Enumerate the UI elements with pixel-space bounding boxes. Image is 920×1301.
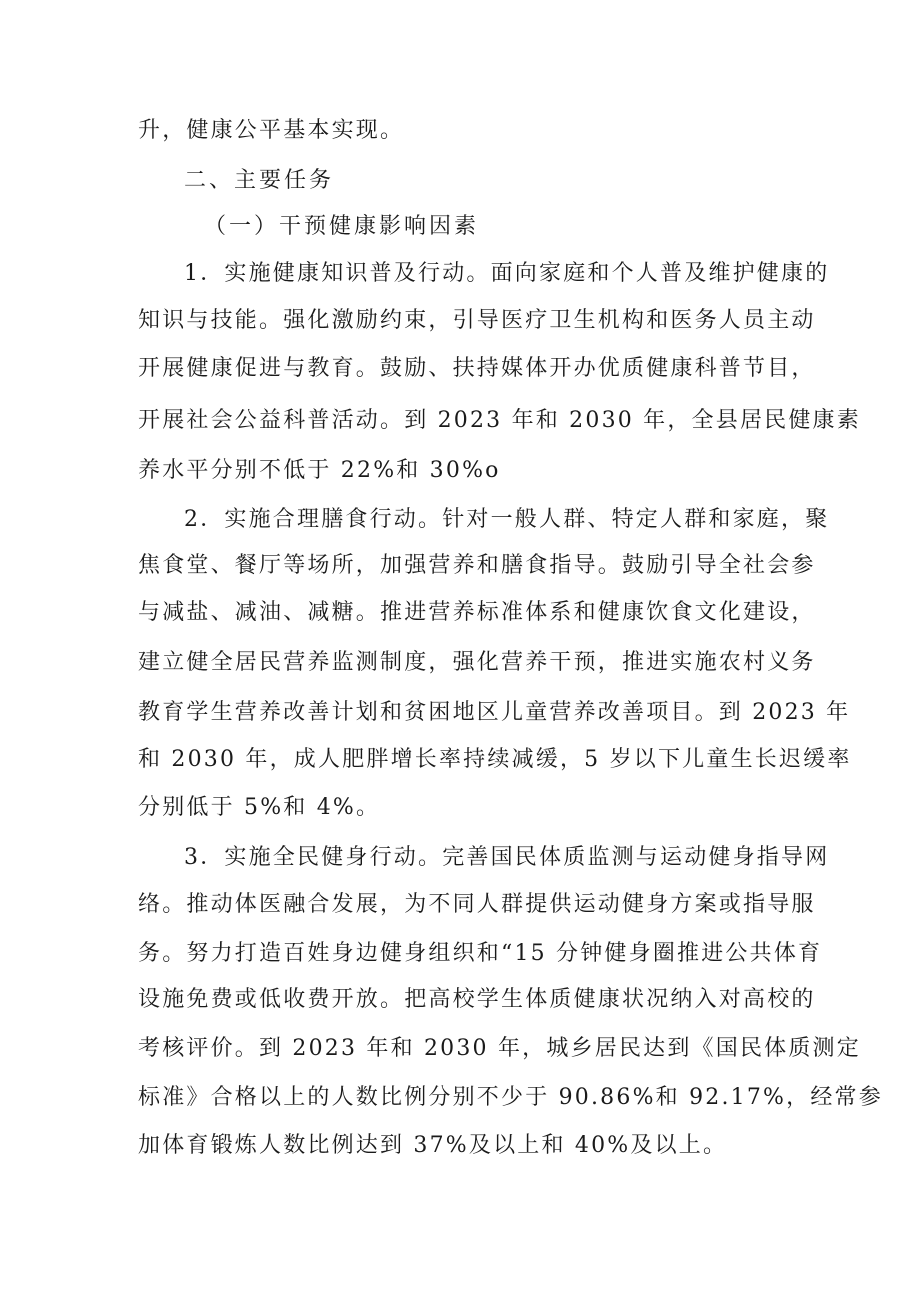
paragraph-1-line-1: 1．实施健康知识普及行动。面向家庭和个人普及维护健康的 xyxy=(184,261,830,286)
paragraph-3-line-2: 络。推动体医融合发展，为不同人群提供运动健身方案或指导服 xyxy=(138,892,816,917)
paragraph-2-line-3: 与减盐、减油、减糖。推进营养标准体系和健康饮食文化建设， xyxy=(138,600,816,625)
paragraph-2-line-6: 和 2030 年，成人肥胖增长率持续减缓，5 岁以下儿童生长迟缓率 xyxy=(138,747,852,772)
paragraph-3-line-7: 加体育锻炼人数比例达到 37%及以上和 40%及以上。 xyxy=(138,1133,728,1158)
paragraph-2-line-1: 2．实施合理膳食行动。针对一般人群、特定人群和家庭，聚 xyxy=(184,507,830,532)
paragraph-1-line-3: 开展健康促进与教育。鼓励、扶持媒体开办优质健康科普节目， xyxy=(138,356,816,381)
section-heading-main-tasks: 二、主要任务 xyxy=(184,168,335,193)
paragraph-1-line-2: 知识与技能。强化激励约束，引导医疗卫生机构和医务人员主动 xyxy=(138,308,816,333)
paragraph-3-line-4: 设施免费或低收费开放。把高校学生体质健康状况纳入对高校的 xyxy=(138,987,816,1012)
paragraph-2-line-4: 建立健全居民营养监测制度，强化营养干预，推进实施农村义务 xyxy=(138,650,816,675)
paragraph-3-line-6: 标准》合格以上的人数比例分别不少于 90.86%和 92.17%，经常参 xyxy=(138,1085,883,1110)
paragraph-1-line-5: 养水平分别不低于 22%和 30%o xyxy=(138,458,501,483)
paragraph-3-line-1: 3．实施全民健身行动。完善国民体质监测与运动健身指导网 xyxy=(184,845,830,870)
paragraph-2-line-2: 焦食堂、餐厅等场所，加强营养和膳食指导。鼓励引导全社会参 xyxy=(138,553,816,578)
text-line-continuation: 升，健康公平基本实现。 xyxy=(138,118,405,143)
paragraph-3-line-3: 务。努力打造百姓身边健身组织和“15 分钟健身圈推进公共体育 xyxy=(138,941,823,966)
subsection-heading-intervene: （一）干预健康影响因素 xyxy=(204,214,480,239)
paragraph-2-line-5: 教育学生营养改善计划和贫困地区儿童营养改善项目。到 2023 年 xyxy=(138,700,851,725)
paragraph-1-line-4: 开展社会公益科普活动。到 2023 年和 2030 年，全县居民健康素 xyxy=(138,408,861,433)
paragraph-3-line-5: 考核评价。到 2023 年和 2030 年，城乡居民达到《国民体质测定 xyxy=(138,1036,861,1061)
paragraph-2-line-7: 分别低于 5%和 4%。 xyxy=(138,795,381,820)
